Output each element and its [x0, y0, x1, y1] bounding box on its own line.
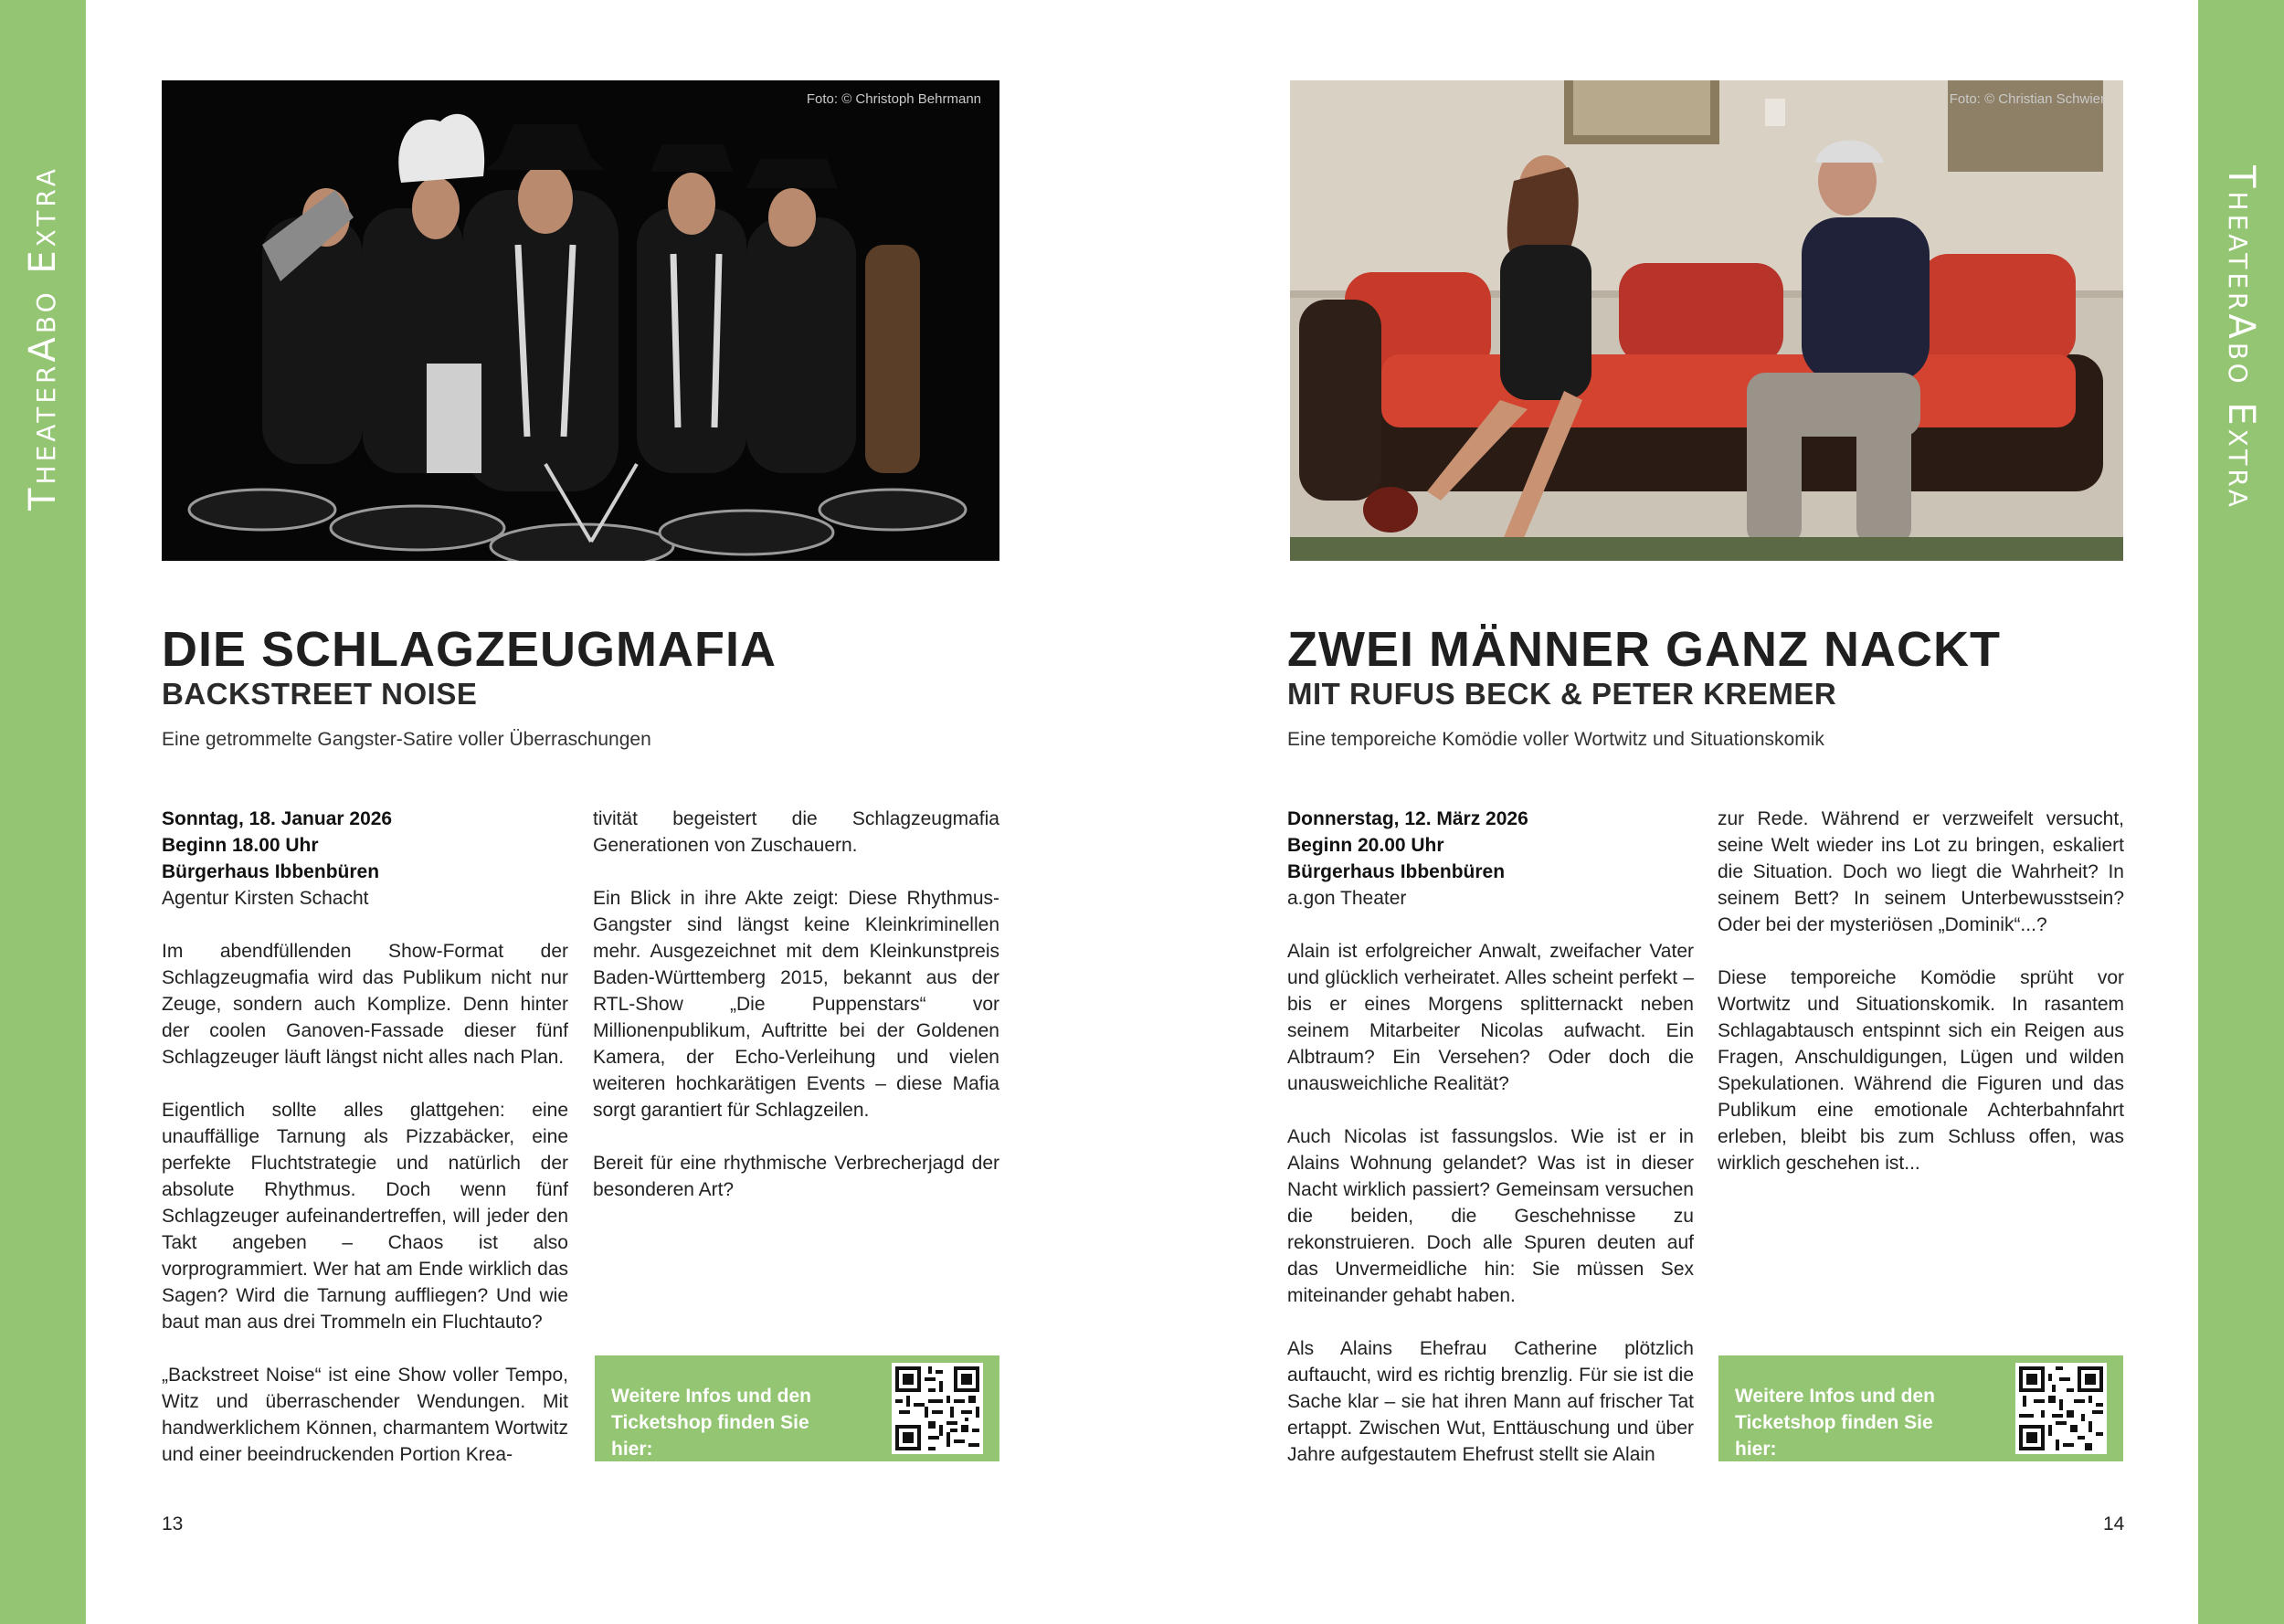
body-paragraph: Alain ist erfolgreicher Anwalt, zweifacher Vater und glücklich verheiratet. Alles scheint perfekt – bis er eines Morgens splitternackt neben seinem Mitarbeiter Nicolas aufwacht. Ein Albtraum? Ein Versehen? Oder doch die unausweichliche Realität? — [1287, 941, 1694, 1094]
event-details — [1287, 806, 1694, 912]
body-paragraph: Im abendfüllenden Show-Format der Schlagzeugmafia wird das Publikum nicht nur Zeuge, sondern auch Komplize. Denn hinter der coolen Ganoven-Fassade dieser fünf Schlagzeuger läuft längst nicht alles nach Plan. — [162, 941, 568, 1068]
ticket-info-box[interactable] — [595, 1355, 999, 1461]
event-title: ZWEI MÄNNER GANZ NACKT — [1287, 622, 2001, 677]
ticket-info-box[interactable] — [1718, 1355, 2123, 1461]
qr-code-graphic — [892, 1363, 983, 1454]
event-details — [162, 806, 568, 912]
page-number: 14 — [2103, 1513, 2125, 1534]
event-time: Beginn 18.00 Uhr — [162, 835, 319, 856]
qr-code-icon[interactable] — [892, 1363, 983, 1454]
qr-code-icon[interactable] — [2015, 1363, 2107, 1454]
body-paragraph: Diese temporeiche Komödie sprüht vor Wortwitz und Situationskomik. In rasantem Schlagabtausch entspinnt sich ein Reigen aus Fragen, Anschuldigungen, Lügen und wilden Spekulationen. Während die Figuren und das Publikum eine emotionale Achterbahnfahrt erleben, bleibt bis zum Schluss offen, was wirklich geschehen ist... — [1718, 967, 2124, 1174]
event-subtitle: MIT RUFUS BECK & PETER KREMER — [1287, 677, 1837, 711]
drummers-photo — [162, 80, 999, 561]
side-label-left: TheaterAbo Extra — [22, 165, 64, 511]
ticket-info-text: Weitere Infos und den Ticketshop finden Sie hier: — [611, 1386, 811, 1460]
event-tagline: Eine temporeiche Komödie voller Wortwitz und Situationskomik — [1287, 729, 1824, 750]
left-page-column-1 — [162, 806, 568, 1494]
body-paragraph: zur Rede. Während er verzweifelt versucht, seine Welt wieder ins Lot zu bringen, eskaliert die Situation. Doch wo liegt die Wahrheit? In seinem Bett? In seinem Unterbewusstsein? Oder bei der mysteriösen „Dominik“...? — [1718, 808, 2124, 935]
stage-illustration — [1290, 80, 2123, 561]
body-paragraph: Auch Nicolas ist fassungslos. Wie ist er in Alains Wohnung gelandet? Was ist in dieser Nacht wirklich passiert? Gemeinsam versuchen die beiden, die Geschehnisse zu rekonstruieren. Doch alle Spuren deuten auf das Unvermeidliche hin: Sie müssen Sex miteinander gehabt haben. — [1287, 1126, 1694, 1306]
photo-credit: Foto: © Christian Schwier — [1949, 91, 2105, 107]
right-page-column-2 — [1718, 806, 2124, 1203]
body-paragraph: Eigentlich sollte alles glattgehen: eine unauffällige Tarnung als Pizzabäcker, eine perfekte Fluchtstrategie und natürlich der absolute Rhythmus. Doch wenn fünf Schlagzeuger aufeinandertreffen, will jeder den Takt angeben – Chaos ist also vorprogrammiert. Wer hat am Ende wirklich das Sagen? Wird die Tarnung auffliegen? Und wie baut man aus drei Trommeln ein Fluchtauto? — [162, 1100, 568, 1333]
event-venue: Bürgerhaus Ibbenbüren — [162, 861, 380, 882]
event-venue: Bürgerhaus Ibbenbüren — [1287, 861, 1506, 882]
body-paragraph: Ein Blick in ihre Akte zeigt: Diese Rhythmus-Gangster sind längst keine Kleinkriminellen mehr. Ausgezeichnet mit dem Kleinkunstpreis Baden-Württemberg 2015, bekannt aus der RTL-Show „Die Puppenstars“ vor Millionenpublikum, Auftritte bei der Goldenen Kamera, der Echo-Verleihung und vielen weiteren hochkarätigen Events – diese Mafia sorgt garantiert für Schlagzeilen. — [593, 888, 999, 1121]
body-paragraph: „Backstreet Noise“ ist eine Show voller Tempo, Witz und überraschender Wendungen. Mit handwerklichem Können, charmantem Wortwitz und einer beeindruckenden Portion Krea- — [162, 1365, 568, 1465]
event-subtitle: BACKSTREET NOISE — [162, 677, 478, 711]
event-title: DIE SCHLAGZEUGMAFIA — [162, 622, 777, 677]
event-organizer: Agentur Kirsten Schacht — [162, 888, 369, 909]
side-label-right: TheaterAbo Extra — [2220, 165, 2262, 511]
qr-code-graphic — [2015, 1363, 2107, 1454]
comedy-stage-photo — [1290, 80, 2123, 561]
left-page-column-2 — [593, 806, 999, 1229]
event-time: Beginn 20.00 Uhr — [1287, 835, 1444, 856]
body-paragraph: Als Alains Ehefrau Catherine plötzlich auftaucht, wird es richtig brenzlig. Für sie ist die Sache klar – sie hat ihren Mann auf frischer Tat ertappt. Zwischen Wut, Enttäuschung und über Jahre aufgestautem Ehefrust stellt sie Alain — [1287, 1338, 1694, 1465]
drummers-illustration — [162, 80, 999, 561]
body-paragraph: Bereit für eine rhythmische Verbrecherjagd der besonderen Art? — [593, 1153, 999, 1200]
event-organizer: a.gon Theater — [1287, 888, 1407, 909]
photo-credit: Foto: © Christoph Behrmann — [806, 91, 981, 107]
body-paragraph: tivität begeistert die Schlagzeugmafia Generationen von Zuschauern. — [593, 808, 999, 856]
event-date: Donnerstag, 12. März 2026 — [1287, 808, 1528, 829]
left-side-band — [0, 0, 86, 1624]
right-side-band — [2198, 0, 2284, 1624]
event-date: Sonntag, 18. Januar 2026 — [162, 808, 393, 829]
ticket-info-text: Weitere Infos und den Ticketshop finden Sie hier: — [1735, 1386, 1935, 1460]
page-number: 13 — [162, 1513, 184, 1534]
right-page-column-1 — [1287, 806, 1694, 1494]
event-tagline: Eine getrommelte Gangster-Satire voller Überraschungen — [162, 729, 651, 750]
